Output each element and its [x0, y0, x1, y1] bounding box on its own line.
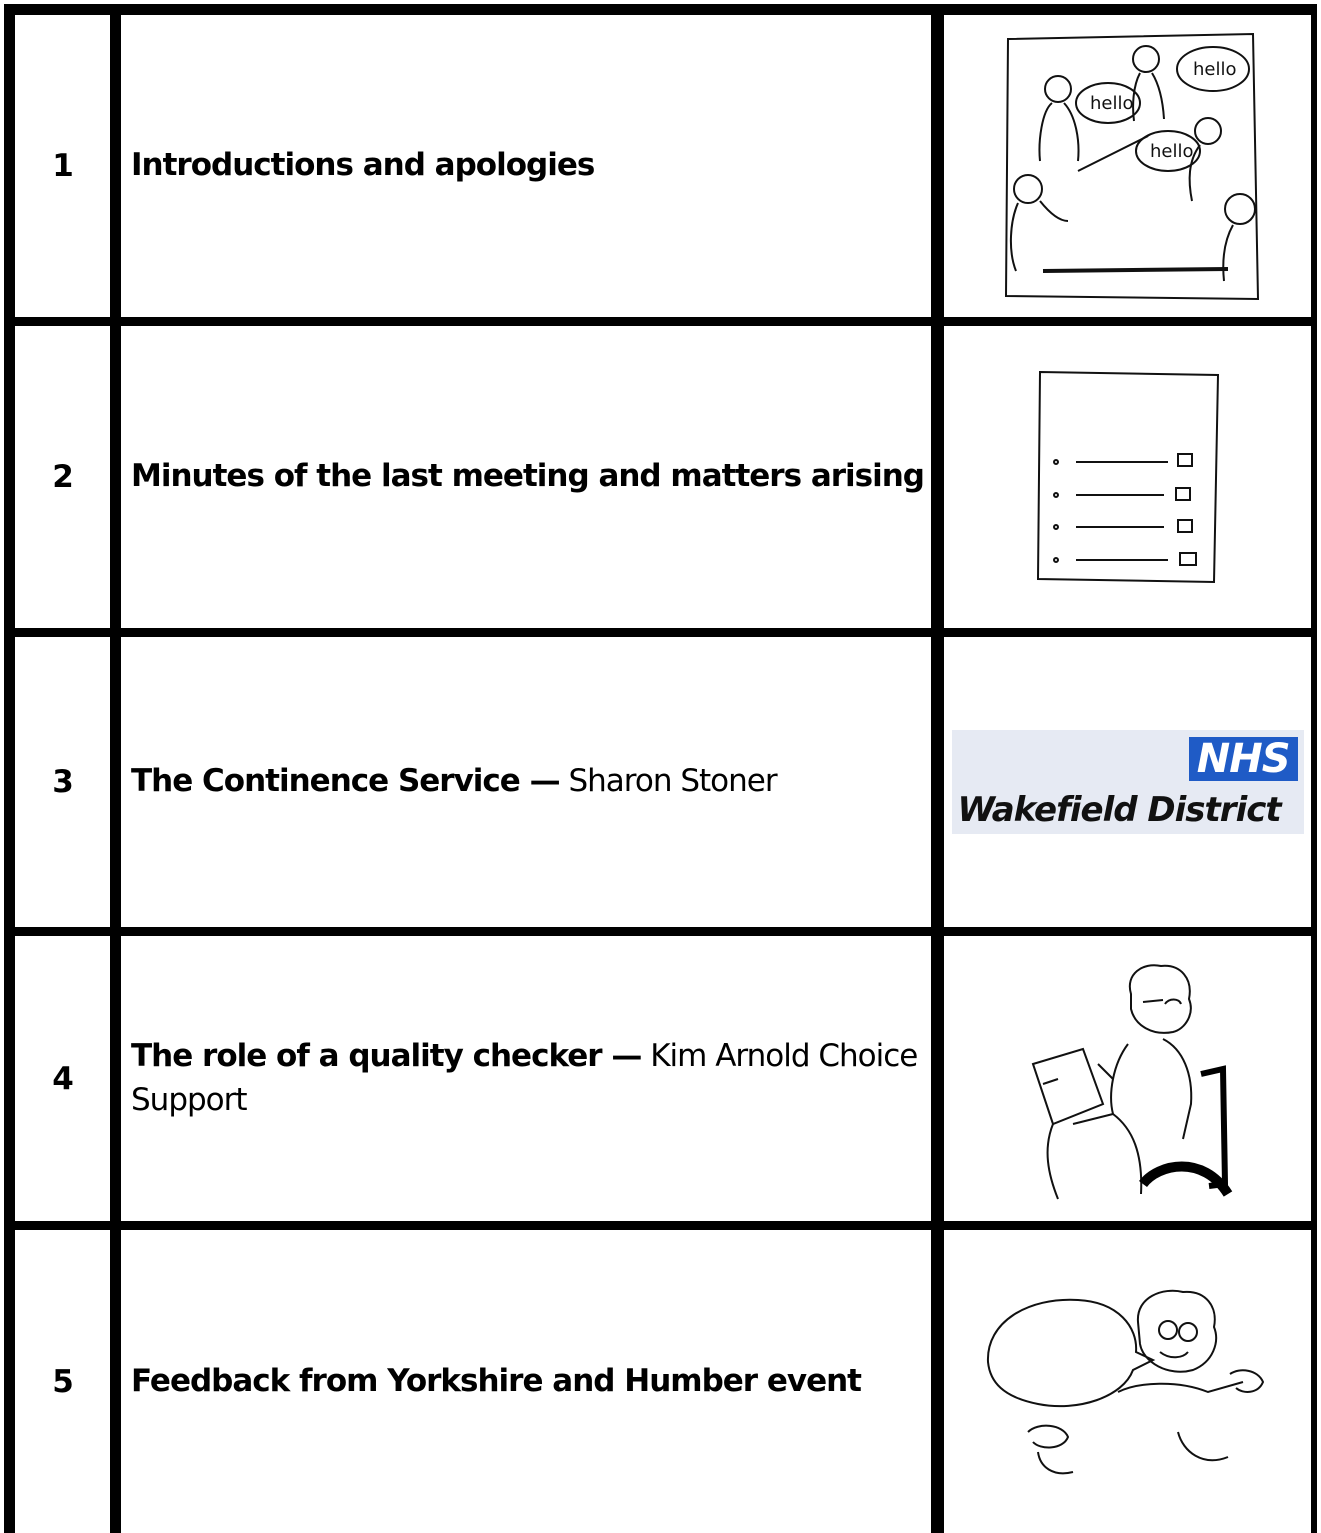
topic-presenter: Kim Arnold Choice Support [131, 1038, 918, 1118]
agenda-row-2-picture [944, 326, 1311, 628]
topic-title: The role of a quality checker — [131, 1038, 642, 1075]
topic-title: The Continence Service — [131, 763, 560, 800]
topic-text [131, 1360, 861, 1403]
person-in-wheelchair-reading-icon [1013, 954, 1243, 1204]
agenda-row-1-number [15, 15, 110, 317]
agenda-row-5-picture [944, 1230, 1311, 1533]
agenda-row-5-topic [121, 1230, 931, 1533]
agenda-row-2-topic [121, 326, 931, 628]
hello-text: hello [1149, 141, 1193, 162]
agenda-row-1-topic [121, 15, 931, 317]
agenda-table [4, 4, 1317, 1533]
topic-text [131, 455, 924, 498]
topic-title: Minutes of the last meeting and matters arising [131, 458, 924, 495]
topic-title: Feedback from Yorkshire and Humber event [131, 1362, 862, 1399]
nhs-logo-district: Wakefield District [957, 790, 1281, 830]
agenda-row-4-number [15, 936, 110, 1221]
topic-text [131, 1035, 931, 1122]
agenda-row-2-number [15, 326, 110, 628]
item-number: 4 [52, 1060, 73, 1097]
item-number: 3 [52, 764, 73, 800]
checklist-page-icon [1028, 367, 1228, 587]
agenda-row-1-picture [944, 15, 1311, 317]
topic-text [131, 760, 777, 803]
hello-text: hello [1089, 93, 1133, 114]
topic-presenter: Sharon Stoner [559, 763, 777, 800]
agenda-row-5-number [15, 1230, 110, 1533]
people-saying-hello-icon [988, 31, 1268, 301]
hello-text: hello [1192, 59, 1236, 80]
agenda-row-3-picture [944, 637, 1311, 927]
topic-title: Introductions and apologies [131, 147, 595, 184]
agenda-row-4-topic [121, 936, 931, 1221]
agenda-row-3-number [15, 637, 110, 927]
agenda-row-4-picture [944, 936, 1311, 1221]
person-speaking-speech-bubble-icon [978, 1282, 1278, 1482]
item-number: 2 [52, 459, 73, 495]
item-number: 1 [52, 148, 73, 184]
nhs-logo [952, 730, 1304, 834]
topic-text [131, 144, 594, 187]
agenda-row-3-topic [121, 637, 931, 927]
nhs-logo-box: NHS [1189, 737, 1298, 781]
item-number: 5 [52, 1363, 73, 1400]
